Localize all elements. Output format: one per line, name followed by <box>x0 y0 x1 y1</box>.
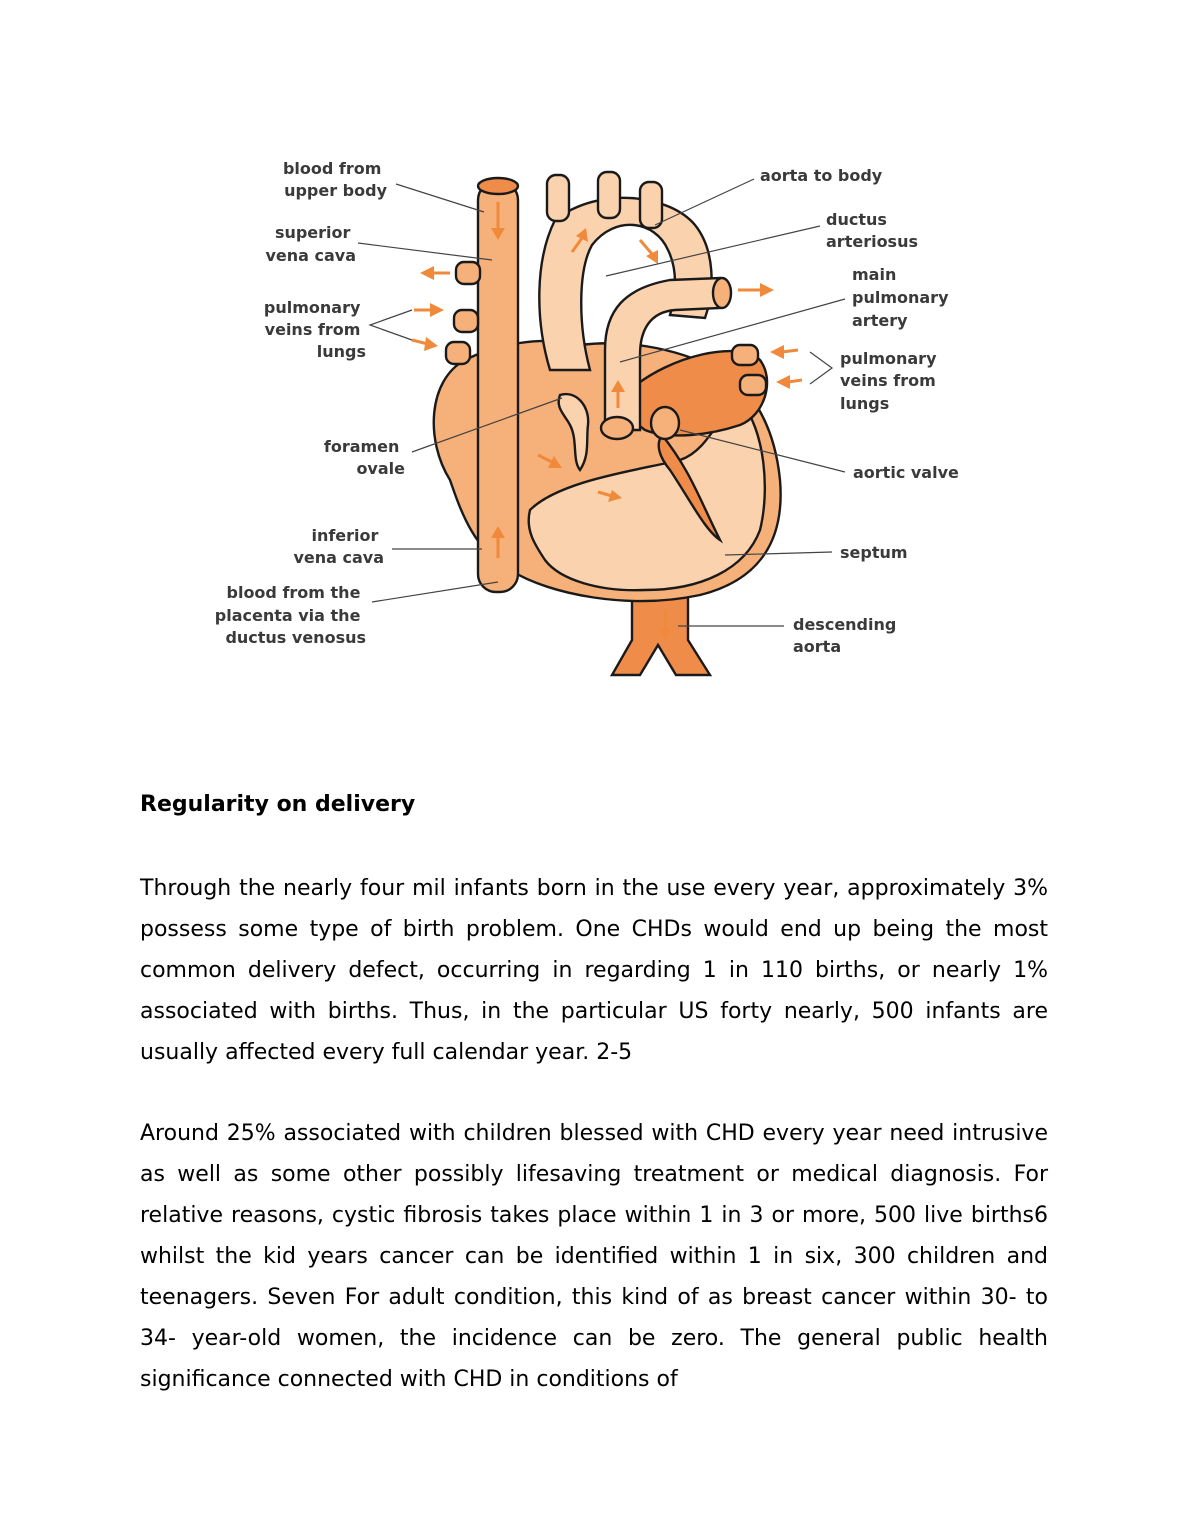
aortic-valve-shape <box>651 407 679 439</box>
label-ductus-arteriosus: ductus arteriosus <box>826 210 918 251</box>
label-descending-aorta: descending aorta <box>793 615 897 656</box>
label-inferior-vena-cava: inferior vena cava <box>293 526 384 567</box>
label-pulmonary-veins-left: pulmonary veins from lungs <box>263 298 366 361</box>
descending-aorta-vessel <box>612 595 710 675</box>
section-heading: Regularity on delivery <box>140 792 416 817</box>
label-aorta-to-body: aorta to body <box>760 166 883 185</box>
label-superior-vena-cava: superior vena cava <box>265 223 356 265</box>
aortic-branch-1 <box>547 175 569 221</box>
label-aortic-valve: aortic valve <box>853 463 959 482</box>
pulmonary-valve <box>601 417 633 439</box>
pulmonary-vein-left-3 <box>446 342 470 364</box>
label-pulmonary-veins-right: pulmonary veins from lungs <box>840 349 937 413</box>
ductus-end <box>713 278 731 308</box>
pulmonary-vein-left-2 <box>454 310 478 332</box>
aortic-branch-3 <box>640 182 662 228</box>
label-septum: septum <box>840 543 908 562</box>
label-blood-from-upper-body: blood from upper body <box>282 159 387 200</box>
paragraph-2: Around 25% associated with children blessed with CHD every year need intrusive as well as some other possibly lifesaving treatment or medical diagnosis. For relative reasons, cystic fibrosis takes place within 1 in 3 or more, 500 live births6 whilst the kid years cancer can be identified within 1 in six, 300 children and teenagers. Seven For adult condition, this kind of as breast cancer within 30- to 34- year-old women, the incidence can be zero. The general public health significance connected with CHD in conditions of <box>140 1121 1048 1392</box>
pulmonary-vein-right-1 <box>732 345 758 365</box>
aortic-branch-2 <box>598 172 620 218</box>
label-blood-from-placenta: blood from the placenta via the ductus venosus <box>214 583 366 647</box>
paragraph-1: Through the nearly four mil infants born in the use every year, approximately 3% possess some type of birth problem. One CHDs would end up being the most common delivery defect, occurring in regarding 1 in 110 births, or nearly 1% associated with births. Thus, in the particular US forty nearly, 500 infants are usually affected every full calendar year. 2-5 <box>140 876 1048 1065</box>
pulmonary-vein-right-2 <box>740 375 766 395</box>
pulmonary-vein-left-1 <box>456 262 480 284</box>
label-foramen-ovale: foramen ovale <box>323 437 405 478</box>
vena-cava-top <box>478 178 518 194</box>
fetal-heart-diagram <box>200 140 1000 700</box>
label-main-pulmonary-artery: main pulmonary artery <box>852 265 949 330</box>
